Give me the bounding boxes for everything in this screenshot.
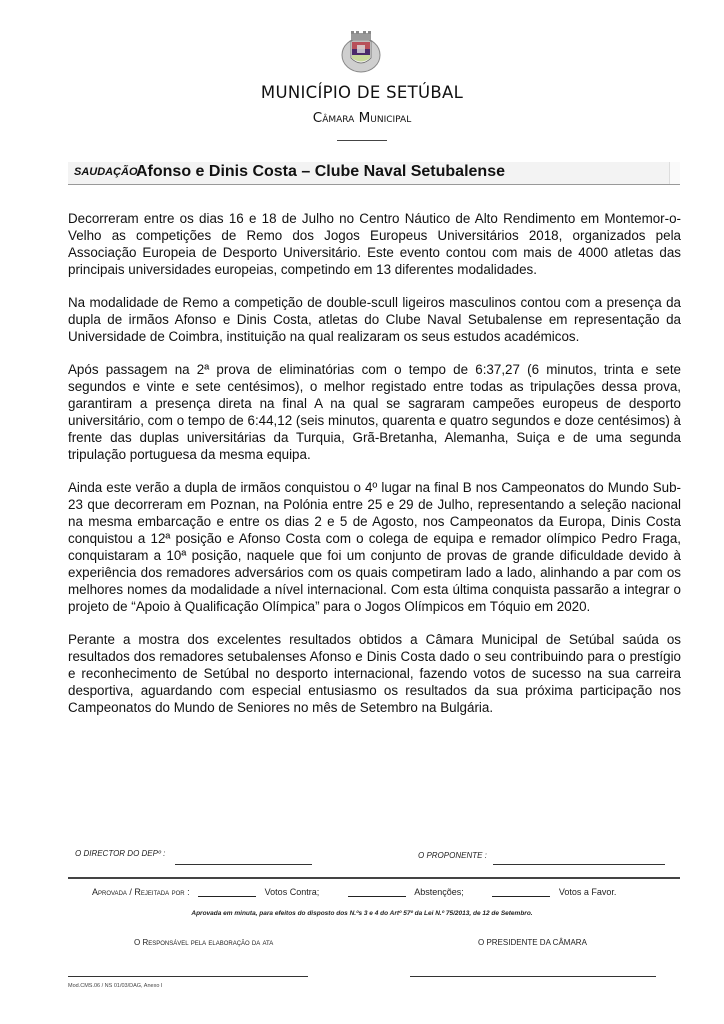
subject-bar bbox=[68, 162, 680, 185]
subject-label: SAUDAÇÃO: bbox=[74, 166, 142, 178]
votes-for-label: Votos a Favor. bbox=[558, 887, 617, 897]
header-divider bbox=[337, 140, 387, 141]
form-code: Mod.CMS.06 / NS 01/03/DAG, Anexo I bbox=[68, 983, 163, 989]
paragraph: Após passagem na 2ª prova de eliminatórias com o tempo de 6:37,27 (6 minutos, trinta e sete segundos e vinte e sete centésimos), o melhor registado entre todas as tripulações dessa prova, garantiram a presença direta na final A na qual se sagraram campeões europeus de desporto universitário, com o tempo de 6:44,12 (seis minutos, quarenta e quatro segundos e doze centésimos) à frente das duplas universitárias da Turquia, Grã-Bretanha, Alemanha, Suiça e de uma segunda tripulação portuguesa da mesma equipa. bbox=[68, 362, 681, 462]
abstentions-label: Abstenções; bbox=[414, 887, 464, 897]
paragraph: Na modalidade de Remo a competição de double-scull ligeiros masculinos contou com a presença da dupla de irmãos Afonso e Dinis Costa, atletas do Clube Naval Setubalense em representação da Universidade de Coimbra, instituição na qual realizaram os seus estudos académicos. bbox=[68, 295, 681, 344]
approval-row bbox=[92, 887, 616, 897]
abstentions-field[interactable] bbox=[348, 887, 406, 897]
president-signature-line bbox=[410, 976, 656, 977]
council-subtitle: Câmara Municipal bbox=[312, 110, 412, 126]
president-label: O PRESIDENTE DA CÂMARA bbox=[478, 938, 587, 947]
subject-bar-endcap bbox=[669, 162, 680, 184]
subject-title: Afonso e Dinis Costa – Clube Naval Setubalense bbox=[136, 163, 505, 180]
approved-rejected-label: Aprovada / Rejeitada por : bbox=[92, 887, 190, 897]
director-label: O DIRECTOR DO DEPº : bbox=[75, 849, 166, 858]
proponent-label: O PROPONENTE : bbox=[418, 851, 487, 860]
document-body bbox=[68, 210, 681, 732]
responsible-label: O Responsável pela elaboração da ata bbox=[134, 938, 274, 947]
director-signature-line bbox=[175, 864, 312, 865]
votes-against-label: Votos Contra; bbox=[264, 887, 320, 897]
paragraph: Decorreram entre os dias 16 e 18 de Julho no Centro Náutico de Alto Rendimento em Montemor-o-Velho as competições de Remo dos Jogos Europeus Universitários 2018, organizados pela Associação Europeia de Desporto Universitário. Este evento contou com mais de 4000 atletas das principais universidades europeias, competindo em 13 diferentes modalidades. bbox=[68, 211, 681, 277]
paragraph: Ainda este verão a dupla de irmãos conquistou o 4º lugar na final B nos Campeonatos do Mundo Sub-23 que decorreram em Poznan, na Polónia entre 25 e 29 de Julho, representando a seleção nacional na mesma embarcação e entre os dias 2 e 5 de Agosto, nos Campeonatos da Europa, Dinis Costa conquistou a 12ª posição e Afonso Costa com o colega de equipa e remador olímpico Pedro Fraga, conquistaram a 10ª posição, naquele que foi um conjunto de provas de grande dificuldade devido à experiência dos remadores adversários com os quais competiram lado a lado, alinhando a par com os melhores nomes da modalidade a nível internacional. Com esta última conquista passarão a integrar o projeto de “Apoio à Qualificação Olímpica” para o Jogos Olímpicos em Tóquio em 2020. bbox=[68, 480, 681, 614]
approval-note: Aprovada em minuta, para efeitos do disposto dos N.ºs 3 e 4 do Artº 57º da Lei N.º 75/2013, de 12 de Setembro. bbox=[191, 910, 533, 917]
section-divider bbox=[68, 877, 680, 879]
votes-against-field[interactable] bbox=[198, 887, 256, 897]
proponent-signature-line bbox=[493, 864, 665, 865]
municipal-crest-logo bbox=[340, 30, 382, 74]
responsible-signature-line bbox=[68, 976, 308, 977]
votes-for-field[interactable] bbox=[492, 887, 550, 897]
paragraph: Perante a mostra dos excelentes resultados obtidos a Câmara Municipal de Setúbal saúda os resultados dos remadores setubalenses Afonso e Dinis Costa dado o seu contribuindo para o prestígio e reconhecimento de Setúbal no desporto internacional, fazendo votos de sucesso na sua carreira desportiva, aguardando com especial entusiasmo os resultados da sua próxima participação nos Campeonatos do Mundo de Seniores no mês de Setembro na Bulgária. bbox=[68, 632, 681, 715]
municipality-title: MUNICÍPIO DE SETÚBAL bbox=[260, 83, 464, 102]
